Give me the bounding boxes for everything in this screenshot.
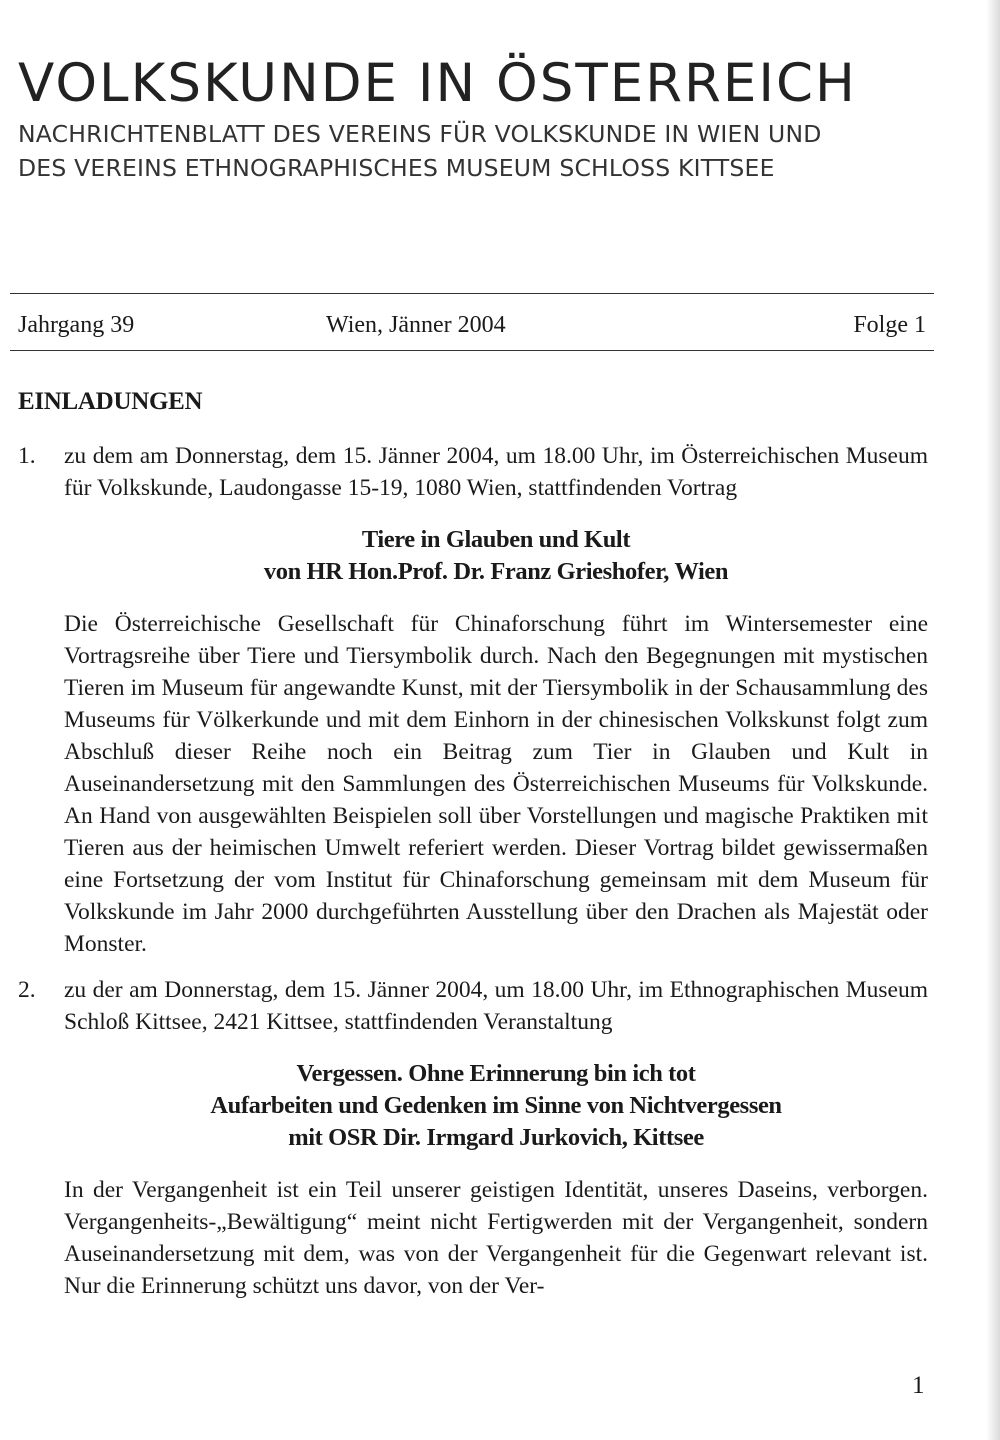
section-heading: EINLADUNGEN <box>18 388 203 415</box>
publication-subtitle-line-2: DES VEREINS ETHNOGRAPHISCHES MUSEUM SCHLOSS KITTSEE <box>18 154 775 182</box>
item-intro: zu dem am Donnerstag, dem 15. Jänner 2004, um 18.00 Uhr, im Österreichischen Museum für Volkskunde, Laudongasse 15-19, 1080 Wien, stattfindenden Vortrag <box>64 443 928 501</box>
publication-title: VOLKSKUNDE IN ÖSTERREICH <box>18 53 857 114</box>
item-intro: zu der am Donnerstag, dem 15. Jänner 2004, um 18.00 Uhr, im Ethnographischen Museum Schloß Kittsee, 2421 Kittsee, stattfindenden Veranstaltung <box>64 977 928 1035</box>
talk-speaker-line: von HR Hon.Prof. Dr. Franz Grieshofer, Wien <box>263 558 729 585</box>
item-number: 2. <box>18 977 36 1003</box>
issue-bar-bottom-rule <box>10 350 934 351</box>
issue-bar <box>18 312 926 344</box>
masthead <box>18 52 938 184</box>
item-number: 1. <box>18 443 36 469</box>
talk-title-line: Tiere in Glauben und Kult <box>361 526 631 553</box>
issue-number: Folge 1 <box>853 312 926 338</box>
publication-subtitle-line-1: NACHRICHTENBLATT DES VEREINS FÜR VOLKSKUNDE IN WIEN UND <box>18 120 822 148</box>
page-number: 1 <box>912 1372 925 1399</box>
talk-title-line: Vergessen. Ohne Erinnerung bin ich tot <box>296 1060 696 1087</box>
main-content <box>18 386 928 1302</box>
invitation-item-1 <box>18 440 928 960</box>
talk-subtitle-line: Aufarbeiten und Gedenken im Sinne von Nichtvergessen <box>210 1092 782 1119</box>
issue-bar-top-rule <box>10 293 934 294</box>
talk-title <box>64 1058 928 1154</box>
issue-volume: Jahrgang 39 <box>18 312 135 338</box>
talk-title <box>64 524 928 588</box>
item-description: Die Österreichische Gesellschaft für Chinaforschung führt im Wintersemester eine Vortragsreihe über Tiere und Tiersymbolik durch. Nach den Begegnungen mit mystischen Tieren im Museum für angewandte Kunst, mit der Tiersymbolik in der Schausammlung des Museums für Völkerkunde und mit dem Einhorn in der chinesischen Volkskunst folgt zum Abschluß dieser Reihe noch ein Beitrag zum Tier in Glauben und Kult in Auseinandersetzung mit den Sammlungen des Österreichischen Museums für Volkskunde. An Hand von ausgewählten Beispielen soll über Vorstellungen und magische Praktiken mit Tieren aus der heimischen Umwelt referiert werden. Dieser Vortrag bildet gewissermaßen eine Fortsetzung der vom Institut für Chinaforschung gemeinsam mit dem Museum für Volkskunde im Jahr 2000 durchgeführten Ausstellung über den Drachen als Majestät oder Monster. <box>64 611 928 957</box>
page-edge-shadow <box>986 0 1000 1440</box>
talk-speaker-line: mit OSR Dir. Irmgard Jurkovich, Kittsee <box>288 1124 704 1151</box>
invitation-item-2 <box>18 974 928 1302</box>
item-description: In der Vergangenheit ist ein Teil unserer geistigen Identität, unseres Daseins, verborgen. Vergangenheits-„Bewältigung“ meint nicht Fertigwerden mit der Vergangenheit, sondern Auseinandersetzung mit dem, was von der Vergangenheit für die Gegenwart relevant ist. Nur die Erinnerung schützt uns davor, von der Ver- <box>64 1177 928 1299</box>
issue-place-date: Wien, Jänner 2004 <box>326 312 506 338</box>
